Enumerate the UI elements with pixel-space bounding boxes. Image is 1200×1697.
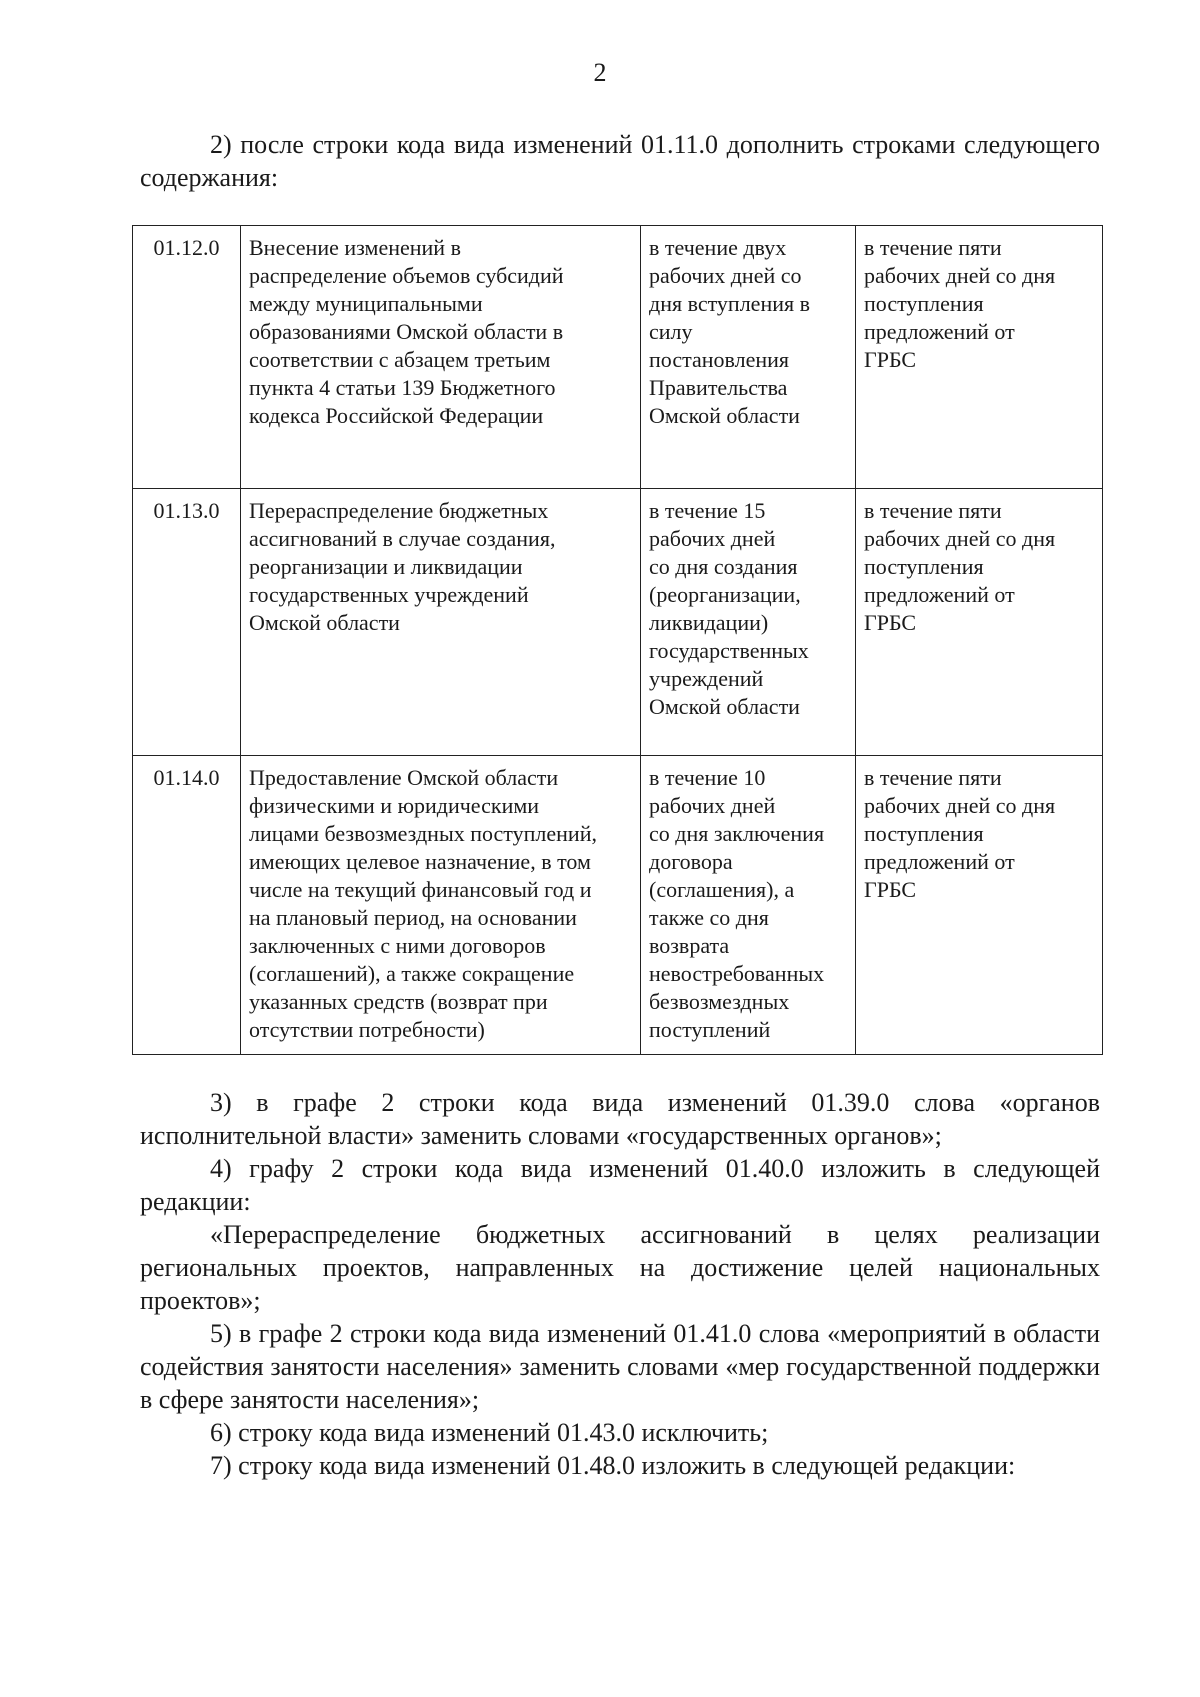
term-cell: в течение 15 рабочих дней со дня создания (реорганизации, ликвидации) государственных учреждений Омской области: [641, 489, 856, 756]
amendment-item-4-quote: «Перераспределение бюджетных ассигнований в целях реализации региональных проектов, направленных на достижение целей национальных проектов»;: [140, 1220, 1100, 1315]
amendment-item-3: 3) в графе 2 строки кода вида изменений 01.39.0 слова «органов исполнительной власти» заменить словами «государственных органов»;: [140, 1088, 1100, 1150]
code-cell: 01.14.0: [133, 756, 241, 1055]
amendment-item-6: 6) строку кода вида изменений 01.43.0 исключить;: [210, 1418, 769, 1447]
amendment-item-5: 5) в графе 2 строки кода вида изменений 01.41.0 слова «мероприятий в области содействия занятости населения» заменить словами «мер государственной поддержки в сфере занятости населения»;: [140, 1319, 1100, 1414]
intro-text: 2) после строки кода вида изменений 01.11.0 дополнить строками следующего содержания:: [140, 130, 1100, 192]
page-number: 2: [593, 58, 607, 87]
table-row: [133, 756, 1103, 1055]
deadline-cell: в течение пяти рабочих дней со дня поступления предложений от ГРБС: [856, 756, 1103, 1055]
name-cell: Внесение изменений в распределение объемов субсидий между муниципальными образованиями Омской области в соответствии с абзацем третьим пункта 4 статьи 139 Бюджетного кодекса Российской Федерации: [241, 226, 641, 489]
table-row: [133, 226, 1103, 489]
deadline-cell: в течение пяти рабочих дней со дня поступления предложений от ГРБС: [856, 489, 1103, 756]
change-codes-table: [132, 225, 1103, 1055]
intro-paragraph: [140, 128, 1100, 194]
code-cell: 01.13.0: [133, 489, 241, 756]
code-cell: 01.12.0: [133, 226, 241, 489]
table-row: [133, 489, 1103, 756]
amendment-item-7: 7) строку кода вида изменений 01.48.0 изложить в следующей редакции:: [210, 1451, 1016, 1480]
amendment-paragraphs: [140, 1086, 1100, 1482]
deadline-cell: в течение пяти рабочих дней со дня поступления предложений от ГРБС: [856, 226, 1103, 489]
amendment-item-4: 4) графу 2 строки кода вида изменений 01.40.0 изложить в следующей редакции:: [140, 1154, 1100, 1216]
term-cell: в течение двух рабочих дней со дня вступления в силу постановления Правительства Омской области: [641, 226, 856, 489]
term-cell: в течение 10 рабочих дней со дня заключения договора (соглашения), а также со дня возврата невостребованных безвозмездных поступлений: [641, 756, 856, 1055]
name-cell: Перераспределение бюджетных ассигнований в случае создания, реорганизации и ликвидации государственных учреждений Омской области: [241, 489, 641, 756]
name-cell: Предоставление Омской области физическими и юридическими лицами безвозмездных поступлений, имеющих целевое назначение, в том числе на текущий финансовый год и на плановый период, на основании заключенных с ними договоров (соглашений), а также сокращение указанных средств (возврат при отсутствии потребности): [241, 756, 641, 1055]
